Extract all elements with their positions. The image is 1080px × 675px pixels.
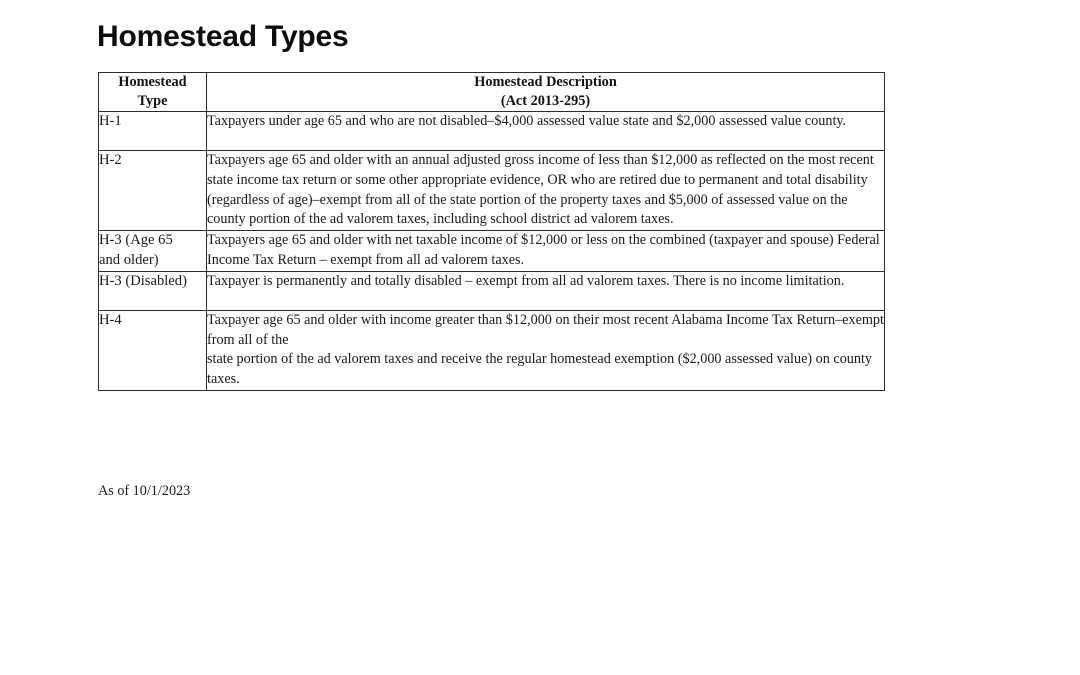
cell-homestead-type — [99, 310, 207, 390]
table-header-row — [99, 73, 885, 112]
homestead-type-label: H-2 — [99, 152, 122, 168]
cell-homestead-description — [207, 112, 885, 151]
cell-homestead-description — [207, 310, 885, 390]
cell-homestead-type — [99, 112, 207, 151]
column-header-homestead-description-line1: Homestead Description — [474, 74, 617, 90]
page-title: Homestead Types — [97, 20, 349, 53]
homestead-type-label: H-3 (Age 65 — [99, 232, 173, 249]
table-row — [99, 151, 885, 231]
homestead-description-text-part2: state portion of the ad valorem taxes and receive the regular homestead exemption ($2,000 assessed value) on county taxes. — [207, 351, 873, 388]
column-header-homestead-type — [99, 73, 207, 112]
cell-homestead-description — [207, 271, 885, 310]
homestead-description-text: Taxpayers under age 65 and who are not disabled–$4,000 assessed value state and $2,000 assessed value county. — [207, 113, 847, 129]
homestead-description-text: Taxpayers age 65 and older with an annual adjusted gross income of less than $12,000 as reflected on the most recent state income tax return or some other appropriate evidence, OR who are retired due to permanent and total disability (regardless of age)–exempt from all of the state portion of the property taxes and $5,000 of assessed value on the county portion of the ad valorem taxes, including school district ad valorem taxes. — [207, 152, 874, 228]
cell-homestead-type — [99, 231, 207, 272]
homestead-type-label: H-4 — [99, 311, 122, 328]
homestead-type-label: H-1 — [99, 113, 122, 129]
homestead-types-table — [98, 72, 885, 391]
as-of-date: As of 10/1/2023 — [98, 483, 191, 499]
column-header-homestead-description — [207, 73, 885, 112]
cell-homestead-description — [207, 151, 885, 231]
homestead-description-text: Taxpayers age 65 and older with net taxable income of $12,000 or less on the combined (taxpayer and spouse) Federal Income Tax Return – exempt from all ad valorem taxes. — [207, 232, 880, 268]
homestead-type-label: H-3 (Disabled) — [99, 272, 187, 289]
homestead-description-text-part1: Taxpayer age 65 and older with income greater than $12,000 on their most recent Alabama Income Tax Return–exempt from all of the — [207, 311, 884, 348]
homestead-description-text: Taxpayer is permanently and totally disabled – exempt from all ad valorem taxes. There is no income limitation. — [207, 272, 845, 289]
cell-homestead-description — [207, 231, 885, 272]
cell-homestead-type — [99, 151, 207, 231]
table-row — [99, 271, 885, 310]
column-header-homestead-type-line1: Homestead — [118, 74, 187, 90]
column-header-homestead-type-line2: Type — [137, 93, 168, 109]
homestead-type-label-line2: and older) — [99, 251, 159, 268]
table-row — [99, 231, 885, 272]
column-header-homestead-description-act: (Act 2013-295) — [500, 93, 591, 109]
cell-homestead-type — [99, 271, 207, 310]
table-row — [99, 310, 885, 390]
table-row — [99, 112, 885, 151]
